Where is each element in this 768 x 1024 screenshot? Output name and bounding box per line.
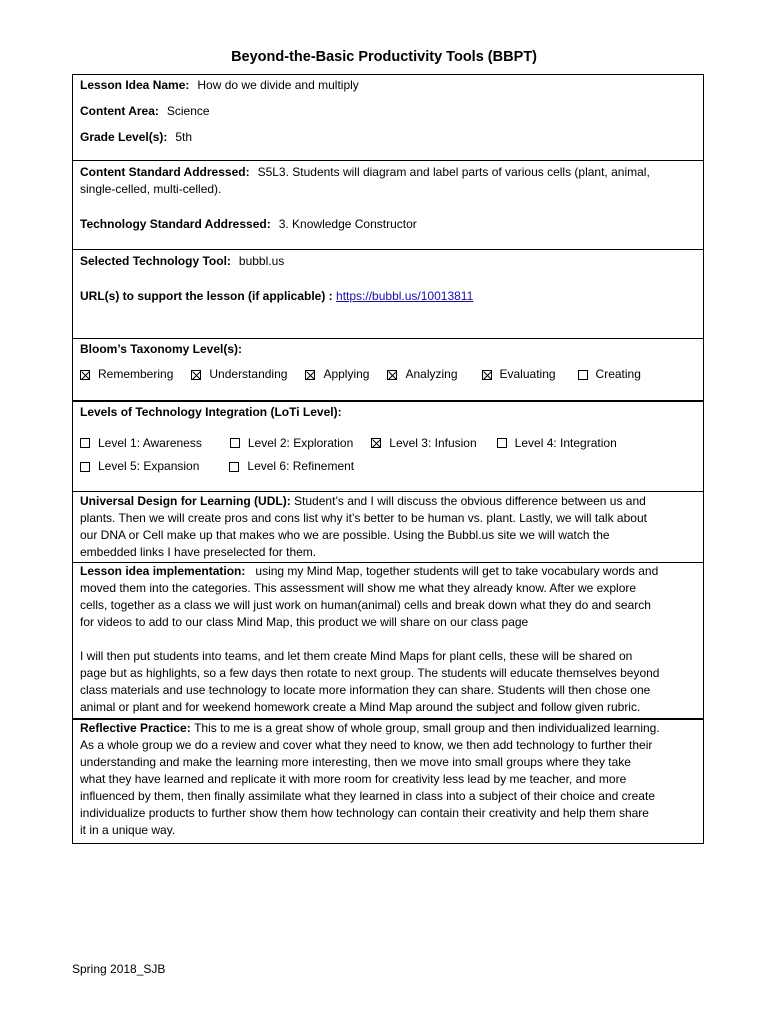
content-standard-row <box>80 164 696 181</box>
implementation-spacer <box>80 631 696 648</box>
loti-option-level-2[interactable]: Level 2: Exploration <box>230 435 353 452</box>
lesson-idea-name-value: How do we divide and multiply <box>197 78 359 92</box>
lesson-info-section <box>73 75 703 161</box>
page-title: Beyond-the-Basic Productivity Tools (BBPT) <box>231 49 537 65</box>
grade-level-value: 5th <box>175 130 193 144</box>
grade-level-row <box>80 129 696 146</box>
bubbl-us-link[interactable]: https://bubbl.us/10013811 <box>336 289 474 303</box>
content-standard-label: Content Standard Addressed: <box>80 165 250 179</box>
blooms-taxonomy-label: Bloom’s Taxonomy Level(s): <box>80 342 243 356</box>
technology-tool-section <box>73 250 703 339</box>
blooms-option-analyzing[interactable]: Analyzing <box>387 366 457 383</box>
udl-line-3: our DNA or Cell make up that makes who we are possible. Using the Bubbl.us site we will watch the <box>80 528 610 542</box>
reflective-line-5: influenced by them, then finally assimilate what they learned in class into a subject of their choice and create <box>80 789 655 803</box>
loti-option-level-4[interactable]: Level 4: Integration <box>497 435 617 452</box>
blooms-option-evaluating[interactable]: Evaluating <box>482 366 556 383</box>
empty-checkbox-icon[interactable] <box>578 370 588 380</box>
selected-tool-value: bubbl.us <box>238 254 285 268</box>
loti-option-level-3[interactable]: Level 3: Infusion <box>371 435 476 452</box>
content-area-value: Science <box>166 104 210 118</box>
tech-standard-value: 3. Knowledge Constructor <box>278 217 417 231</box>
url-label: URL(s) to support the lesson (if applicable) : <box>80 289 333 303</box>
udl-section <box>73 492 703 563</box>
content-standard-value: S5L3. Students will diagram and label parts of various cells (plant, animal, <box>257 165 650 179</box>
implementation-line-4: for videos to add to our class Mind Map, this product we will share on our class page <box>80 615 529 629</box>
reflective-line-2: As a whole group we do a review and cover what they need to know, we then add technology to further their <box>80 738 653 752</box>
blooms-options-row <box>80 366 696 383</box>
empty-checkbox-icon[interactable] <box>229 462 239 472</box>
grade-level-label: Grade Level(s): <box>80 130 168 144</box>
implementation-line-2: moved them into the categories. This assessment will show me what they already know. After we explore <box>80 581 637 595</box>
udl-line-2: plants. Then we will create pros and cons list why it’s better to be human vs. plant. Lastly, we will talk about <box>80 511 647 525</box>
reflective-line-6: individualize products to further show them how technology can contain their creativity and help them share <box>80 806 649 820</box>
url-row <box>80 288 696 305</box>
reflective-practice-section <box>73 720 703 843</box>
implementation-line-1: Lesson idea implementation: using my Mind Map, together students will get to take vocabulary words and <box>80 564 659 578</box>
checked-checkbox-icon[interactable] <box>482 370 492 380</box>
tech-standard-label: Technology Standard Addressed: <box>80 217 271 231</box>
udl-line-4: embedded links I have preselected for them. <box>80 545 317 559</box>
udl-label: Universal Design for Learning (UDL): <box>80 494 291 508</box>
implementation-line-7: class materials and use technology to locate more information they can share. Students will then chose one <box>80 683 651 697</box>
loti-option-level-6[interactable]: Level 6: Refinement <box>229 458 354 475</box>
lesson-idea-name-row <box>80 77 696 103</box>
lesson-plan-form <box>72 74 704 844</box>
empty-checkbox-icon[interactable] <box>80 462 90 472</box>
content-standard-value-cont: single-celled, multi-celled). <box>80 182 222 196</box>
reflective-line-1: Reflective Practice: This to me is a great show of whole group, small group and then individualized learning. <box>80 721 660 735</box>
loti-label: Levels of Technology Integration (LoTi Level): <box>80 405 342 419</box>
blooms-taxonomy-section <box>73 339 703 402</box>
lesson-idea-name-label: Lesson Idea Name: <box>80 78 190 92</box>
tech-standard-row <box>80 216 696 233</box>
empty-checkbox-icon[interactable] <box>497 438 507 448</box>
reflective-label: Reflective Practice: <box>80 721 191 735</box>
content-area-row <box>80 103 696 129</box>
checked-checkbox-icon[interactable] <box>305 370 315 380</box>
checked-checkbox-icon[interactable] <box>387 370 397 380</box>
selected-tool-row <box>80 253 696 288</box>
blooms-option-creating[interactable]: Creating <box>578 366 641 383</box>
udl-line-1: Universal Design for Learning (UDL): Student’s and I will discuss the obvious difference between us and <box>80 494 646 508</box>
blooms-option-understanding[interactable]: Understanding <box>191 366 287 383</box>
implementation-label: Lesson idea implementation: <box>80 564 246 578</box>
loti-options-row-2 <box>80 458 696 475</box>
implementation-line-6: page but as highlights, so a few days then rotate to next group. The students will educate themselves beyond <box>80 666 660 680</box>
implementation-line-5: I will then put students into teams, and let them create Mind Maps for plant cells, these will be shared on <box>80 649 633 663</box>
loti-option-level-5[interactable]: Level 5: Expansion <box>80 458 199 475</box>
implementation-line-8: animal or plant and for weekend homework create a Mind Map around the subject and follow given rubric. <box>80 700 641 714</box>
implementation-section <box>73 563 703 720</box>
checked-checkbox-icon[interactable] <box>80 370 90 380</box>
empty-checkbox-icon[interactable] <box>80 438 90 448</box>
reflective-line-4: what they have learned and replicate it with more room for creativity less lead by me teacher, and more <box>80 772 627 786</box>
selected-tool-label: Selected Technology Tool: <box>80 254 231 268</box>
standards-section <box>73 161 703 250</box>
implementation-line-3: cells, together as a class we will just work on human(animal) cells and break down what they do and search <box>80 598 651 612</box>
loti-section <box>73 402 703 492</box>
checked-checkbox-icon[interactable] <box>371 438 381 448</box>
loti-option-level-1[interactable]: Level 1: Awareness <box>80 435 202 452</box>
content-area-label: Content Area: <box>80 104 159 118</box>
reflective-line-7: it in a unique way. <box>80 823 176 837</box>
empty-checkbox-icon[interactable] <box>230 438 240 448</box>
loti-options-row-1 <box>80 428 696 458</box>
checked-checkbox-icon[interactable] <box>191 370 201 380</box>
reflective-line-3: understanding and make the learning more interesting, then we move into small groups where they take <box>80 755 631 769</box>
blooms-option-applying[interactable]: Applying <box>305 366 369 383</box>
page-footer: Spring 2018_SJB <box>72 962 166 976</box>
blooms-option-remembering[interactable]: Remembering <box>80 366 173 383</box>
